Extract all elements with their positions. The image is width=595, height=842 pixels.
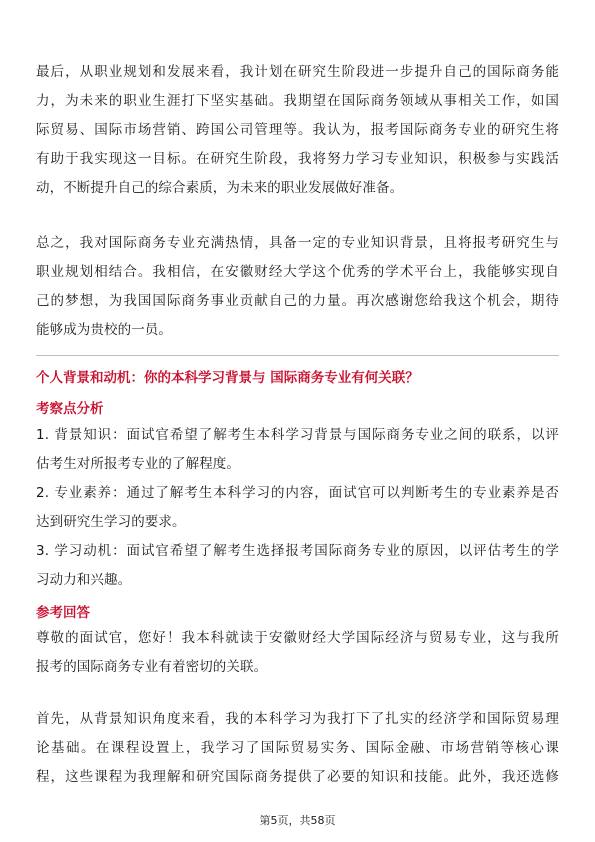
text-line: 力，为未来的职业生涯打下坚实基础。我期望在国际商务领域从事相关工作，如国 xyxy=(36,93,559,109)
text-line: 估考生对所报考专业的了解程度。 xyxy=(36,456,240,472)
text-line: 动，不断提升自己的综合素质，为未来的职业发展做好准备。 xyxy=(36,180,404,196)
analysis-item-1 xyxy=(36,421,559,479)
analysis-heading: 考察点分析 xyxy=(36,401,104,417)
page-number-footer: 第5页，共58页 xyxy=(259,814,336,827)
answer-heading: 参考回答 xyxy=(36,605,90,621)
closing-paragraph-career xyxy=(36,58,559,203)
closing-paragraph-summary xyxy=(36,229,559,345)
text-line: 尊敬的面试官，您好！我本科就读于安徽财经大学国际经济与贸易专业，这与我所 xyxy=(36,630,559,646)
text-line: 3. 学习动机：面试官希望了解考生选择报考国际商务专业的原因，以评估考生的学 xyxy=(36,543,559,559)
text-line: 习动力和兴趣。 xyxy=(36,572,132,588)
answer-paragraph-1 xyxy=(36,624,559,682)
analysis-item-2 xyxy=(36,479,559,537)
text-line: 程，这些课程为我理解和研究国际商务提供了必要的知识和技能。此外，我还选修 xyxy=(36,769,559,785)
text-line: 己的梦想，为我国国际商务事业贡献自己的力量。再次感谢您给我这个机会，期待 xyxy=(36,293,559,309)
section-divider xyxy=(36,355,559,356)
text-line: 首先，从背景知识角度来看，我的本科学习为我打下了扎实的经济学和国际贸易理 xyxy=(36,711,559,727)
text-line: 1. 背景知识：面试官希望了解考生本科学习背景与国际商务专业之间的联系，以评 xyxy=(36,427,559,443)
text-line: 职业规划相结合。我相信，在安徽财经大学这个优秀的学术平台上，我能够实现自 xyxy=(36,264,559,280)
text-line: 报考的国际商务专业有着密切的关联。 xyxy=(36,659,268,675)
text-line: 2. 专业素养：通过了解考生本科学习的内容，面试官可以判断考生的专业素养是否 xyxy=(36,485,559,501)
answer-paragraph-2 xyxy=(36,705,559,792)
text-line: 达到研究生学习的要求。 xyxy=(36,514,186,530)
text-line: 最后，从职业规划和发展来看，我计划在研究生阶段进一步提升自己的国际商务能 xyxy=(36,64,559,80)
text-line: 有助于我实现这一目标。在研究生阶段，我将努力学习专业知识，积极参与实践活 xyxy=(36,151,559,167)
question-title: 个人背景和动机：你的本科学习背景与 国际商务专业有何关联？ xyxy=(36,370,419,386)
text-line: 总之，我对国际商务专业充满热情，具备一定的专业知识背景，且将报考研究生与 xyxy=(36,235,559,251)
text-line: 能够成为贵校的一员。 xyxy=(36,322,172,338)
analysis-item-3 xyxy=(36,537,559,595)
text-line: 际贸易、国际市场营销、跨国公司管理等。我认为，报考国际商务专业的研究生将 xyxy=(36,122,559,138)
text-line: 论基础。在课程设置上，我学习了国际贸易实务、国际金融、市场营销等核心课 xyxy=(36,740,559,756)
